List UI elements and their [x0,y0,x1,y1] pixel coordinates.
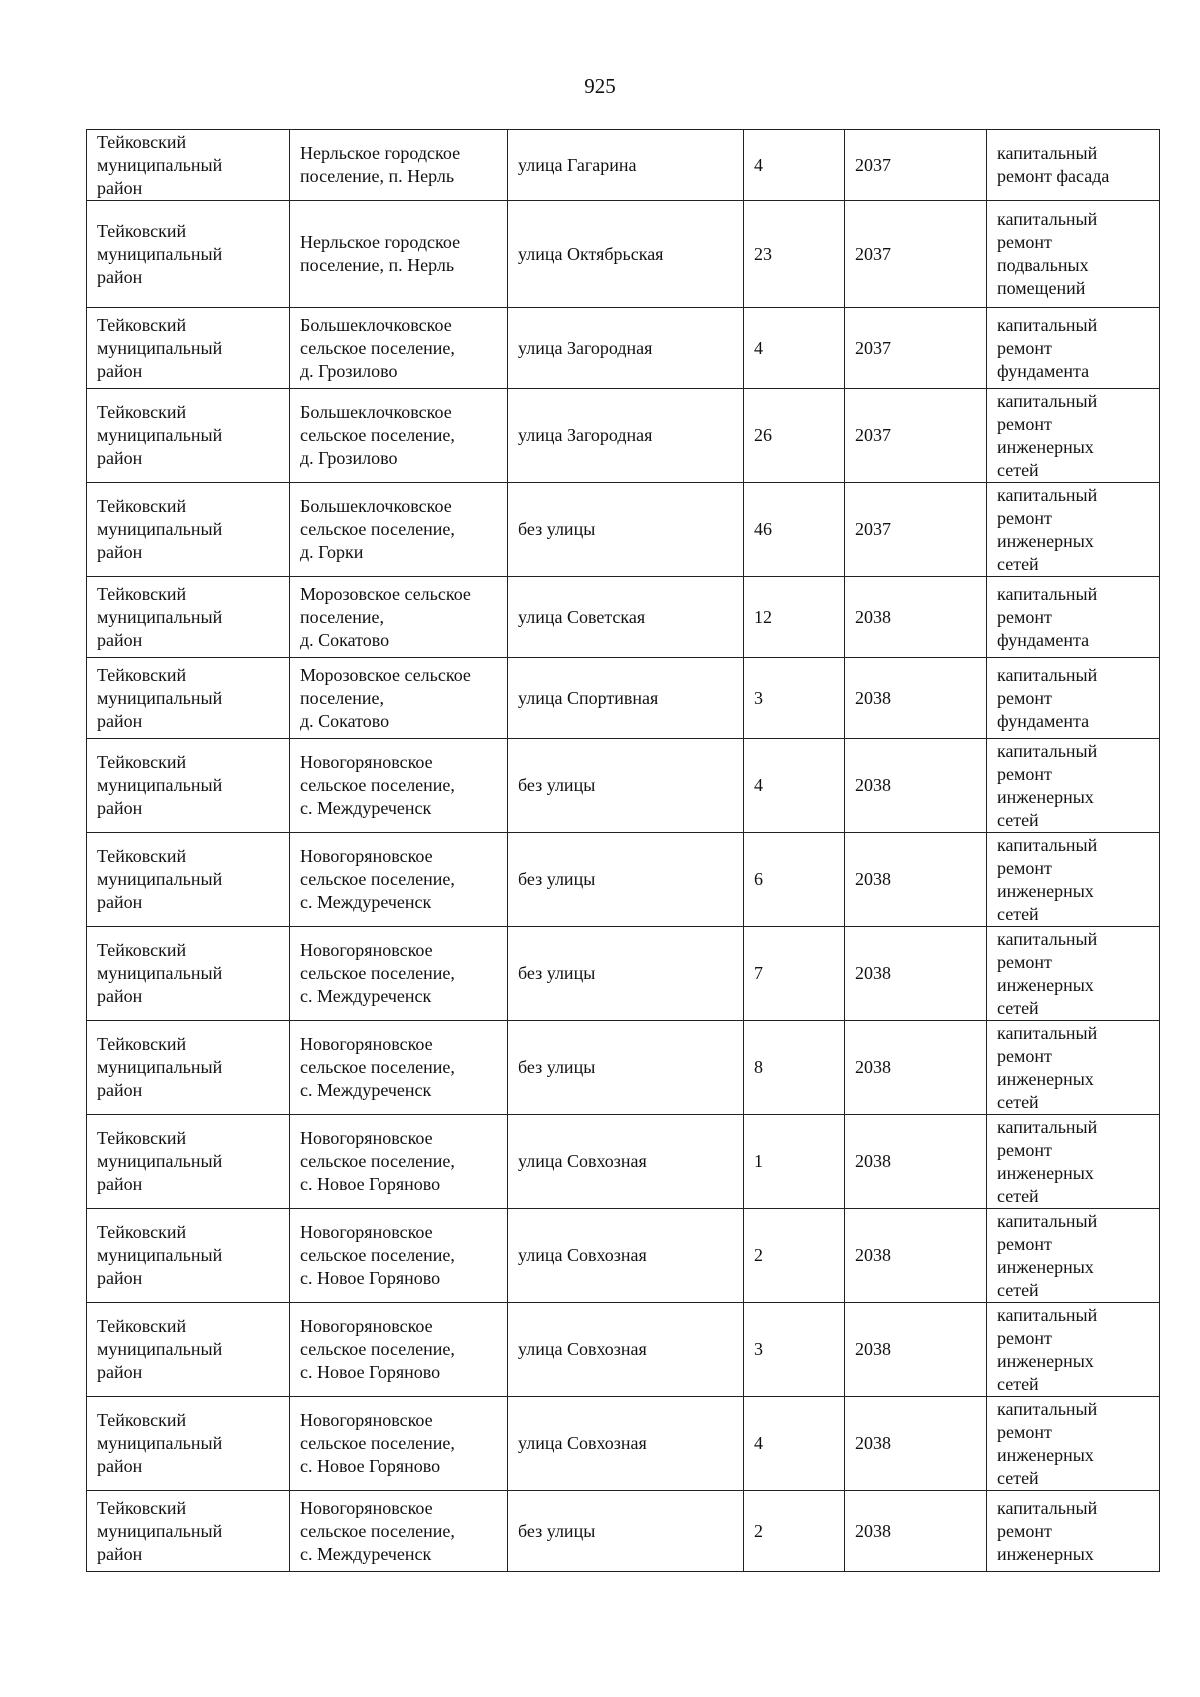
cell-work-type-line: ремонт [997,1139,1052,1160]
cell-work-type-line: капитальный [997,834,1098,855]
cell-settlement [290,130,508,201]
cell-year: 2038 [845,1209,987,1303]
cell-year: 2037 [845,308,987,389]
cell-settlement-line: сельское поселение, [300,1057,455,1077]
cell-work-type [987,201,1160,308]
cell-district [87,1209,290,1303]
cell-work-type-line: ремонт [997,413,1052,434]
cell-settlement-line: сельское поселение, [300,869,455,889]
cell-district-line: муниципальный [97,1520,223,1541]
cell-work-type [987,577,1160,658]
table-row [87,308,1160,389]
cell-settlement [290,1491,508,1572]
cell-settlement-line: д. Сокатово [300,629,390,650]
cell-street: улица Совхозная [508,1397,744,1491]
cell-work-type-line: ремонт [997,1233,1052,1254]
cell-district [87,1021,290,1115]
cell-district [87,389,290,483]
cell-district-line: Тейковский [97,131,187,152]
cell-street: без улицы [508,1491,744,1572]
cell-house-number: 3 [744,658,845,739]
cell-work-type-line: капитальный [997,390,1098,411]
cell-work-type-line: инженерных [997,436,1094,457]
cell-district-line: район [97,986,143,1006]
cell-work-type [987,1209,1160,1303]
cell-work-type-line: капитальный [997,1022,1098,1043]
cell-district-line: район [97,360,143,381]
cell-work-type-line: инженерных [997,1444,1094,1465]
cell-settlement-line: с. Новое Горяново [300,1456,441,1476]
cell-district [87,201,290,308]
cell-street: улица Спортивная [508,658,744,739]
cell-district [87,1303,290,1397]
cell-year: 2038 [845,1491,987,1572]
cell-district-line: муниципальный [97,1339,223,1359]
cell-district-line: район [97,1362,143,1382]
cell-settlement-line: д. Горки [300,542,364,562]
cell-street: улица Советская [508,577,744,658]
cell-settlement [290,1303,508,1397]
cell-settlement-line: сельское поселение, [300,1339,455,1359]
cell-district [87,1491,290,1572]
cell-district-line: район [97,448,143,468]
cell-settlement-line: сельское поселение, [300,1520,455,1541]
cell-work-type-line: фундамента [997,629,1090,650]
table-row [87,739,1160,833]
cell-work-type [987,1491,1160,1572]
cell-settlement-line: Новогоряновское [300,1128,433,1148]
cell-district-line: Тейковский [97,846,187,866]
cell-settlement-line: поселение, п. Нерль [300,166,455,186]
cell-work-type-line: сетей [997,1467,1039,1488]
cell-work-type [987,739,1160,833]
table-row [87,1397,1160,1491]
cell-work-type-line: сетей [997,809,1039,830]
cell-district [87,1115,290,1209]
cell-work-type [987,927,1160,1021]
table-row [87,658,1160,739]
cell-district-line: муниципальный [97,154,223,175]
cell-house-number: 12 [744,577,845,658]
cell-settlement [290,739,508,833]
cell-year: 2038 [845,927,987,1021]
cell-year: 2038 [845,1397,987,1491]
cell-work-type-line: капитальный [997,1210,1098,1231]
cell-house-number: 1 [744,1115,845,1209]
cell-settlement-line: Морозовское сельское [300,583,471,604]
cell-work-type-line: инженерных [997,786,1094,807]
cell-settlement-line: Новогоряновское [300,1497,433,1518]
cell-district-line: район [97,892,143,912]
table-row [87,833,1160,927]
cell-settlement-line: Новогоряновское [300,846,433,866]
cell-settlement-line: Новогоряновское [300,1034,433,1054]
cell-street: без улицы [508,1021,744,1115]
cell-district-line: район [97,177,143,198]
cell-work-type-line: сетей [997,997,1039,1018]
cell-work-type-line: сетей [997,1091,1039,1112]
cell-district [87,739,290,833]
cell-street: улица Загородная [508,308,744,389]
cell-settlement-line: Нерльское городское [300,232,461,252]
cell-work-type-line: сетей [997,1373,1039,1394]
cell-settlement [290,483,508,577]
cell-settlement-line: д. Грозилово [300,448,398,468]
cell-settlement [290,389,508,483]
cell-district-line: район [97,1174,143,1194]
cell-settlement-line: с. Междуреченск [300,1543,432,1564]
cell-settlement [290,1115,508,1209]
cell-work-type-line: сетей [997,553,1039,574]
cell-settlement-line: д. Грозилово [300,360,398,381]
cell-district [87,658,290,739]
cell-district-line: муниципальный [97,963,223,983]
cell-house-number: 26 [744,389,845,483]
cell-work-type-line: сетей [997,1185,1039,1206]
cell-work-type-line: ремонт [997,1045,1052,1066]
cell-district-line: муниципальный [97,775,223,795]
cell-year: 2037 [845,201,987,308]
cell-district-line: район [97,1080,143,1100]
cell-settlement-line: сельское поселение, [300,425,455,445]
cell-house-number: 7 [744,927,845,1021]
cell-district-line: район [97,798,143,818]
cell-work-type [987,658,1160,739]
cell-street: без улицы [508,833,744,927]
cell-district-line: муниципальный [97,606,223,627]
cell-settlement-line: Нерльское городское [300,143,461,163]
cell-settlement [290,1021,508,1115]
cell-district-line: район [97,1456,143,1476]
cell-work-type-line: инженерных [997,1068,1094,1089]
cell-work-type-line: капитальный [997,740,1098,761]
cell-house-number: 23 [744,201,845,308]
cell-district-line: муниципальный [97,425,223,445]
cell-work-type-line: ремонт [997,857,1052,878]
cell-work-type [987,1115,1160,1209]
cell-work-type-line: капитальный [997,1116,1098,1137]
cell-district-line: Тейковский [97,1128,187,1148]
cell-street: улица Совхозная [508,1303,744,1397]
cell-work-type-line: ремонт [997,1421,1052,1442]
cell-settlement [290,1209,508,1303]
cell-district-line: муниципальный [97,1245,223,1265]
cell-settlement-line: с. Новое Горяново [300,1362,441,1382]
cell-district-line: район [97,1543,143,1564]
cell-work-type-line: ремонт [997,606,1052,627]
cell-district-line: район [97,266,143,287]
cell-work-type-line: ремонт [997,337,1052,358]
cell-district-line: Тейковский [97,664,187,685]
cell-house-number: 4 [744,308,845,389]
cell-work-type-line: инженерных [997,1162,1094,1183]
cell-district [87,927,290,1021]
cell-street: улица Загородная [508,389,744,483]
cell-settlement-line: Новогоряновское [300,1316,433,1336]
cell-settlement-line: Большеклочковское [300,314,452,335]
cell-house-number: 6 [744,833,845,927]
cell-street: улица Совхозная [508,1115,744,1209]
page-number: 925 [584,74,616,98]
cell-settlement-line: д. Сокатово [300,710,390,731]
cell-work-type-line: ремонт [997,763,1052,784]
cell-district-line: муниципальный [97,1151,223,1171]
table-row [87,201,1160,308]
cell-house-number: 3 [744,1303,845,1397]
cell-district-line: Тейковский [97,314,187,335]
cell-work-type-line: помещений [997,278,1086,298]
table-row [87,927,1160,1021]
cell-year: 2038 [845,833,987,927]
cell-district-line: муниципальный [97,687,223,708]
repair-schedule-table [86,129,1160,1572]
cell-district [87,483,290,577]
table-row [87,1209,1160,1303]
cell-settlement-line: Новогоряновское [300,1410,433,1430]
cell-district-line: Тейковский [97,940,187,960]
cell-work-type-line: инженерных [997,1256,1094,1277]
cell-work-type-line: ремонт [997,1520,1052,1541]
cell-settlement-line: поселение, [300,606,385,627]
cell-settlement-line: сельское поселение, [300,775,455,795]
cell-work-type-line: фундамента [997,360,1090,381]
cell-settlement [290,927,508,1021]
cell-year: 2038 [845,1115,987,1209]
cell-street: без улицы [508,483,744,577]
cell-work-type [987,308,1160,389]
cell-settlement [290,577,508,658]
cell-year: 2038 [845,658,987,739]
table-row [87,483,1160,577]
cell-district-line: Тейковский [97,583,187,604]
cell-work-type-line: сетей [997,1279,1039,1300]
cell-district-line: Тейковский [97,1222,187,1242]
cell-settlement-line: с. Междуреченск [300,892,432,912]
cell-work-type-line: капитальный [997,583,1098,604]
cell-street: улица Октябрьская [508,201,744,308]
cell-work-type [987,483,1160,577]
cell-district-line: муниципальный [97,1057,223,1077]
cell-work-type-line: инженерных [997,1350,1094,1371]
cell-district-line: муниципальный [97,1433,223,1453]
cell-work-type [987,1397,1160,1491]
cell-district-line: муниципальный [97,337,223,358]
cell-work-type-line: сетей [997,903,1039,924]
cell-work-type-line: ремонт [997,507,1052,528]
cell-district-line: район [97,542,143,562]
cell-year: 2038 [845,1021,987,1115]
cell-district [87,308,290,389]
cell-district-line: район [97,1268,143,1288]
cell-settlement [290,1397,508,1491]
cell-house-number: 4 [744,739,845,833]
cell-settlement-line: сельское поселение, [300,519,455,539]
cell-district-line: муниципальный [97,243,223,264]
cell-work-type-line: инженерных [997,880,1094,901]
cell-district [87,833,290,927]
cell-settlement-line: с. Междуреченск [300,986,432,1006]
cell-street: улица Совхозная [508,1209,744,1303]
cell-district-line: Тейковский [97,1034,187,1054]
cell-work-type-line: ремонт [997,232,1052,252]
cell-settlement-line: Новогоряновское [300,940,433,960]
cell-district-line: район [97,629,143,650]
cell-work-type-line: капитальный [997,928,1098,949]
cell-settlement-line: Морозовское сельское [300,664,471,685]
cell-settlement-line: сельское поселение, [300,963,455,983]
table-row [87,1303,1160,1397]
cell-work-type-line: сетей [997,459,1039,480]
cell-house-number: 2 [744,1491,845,1572]
cell-house-number: 4 [744,1397,845,1491]
cell-street: без улицы [508,927,744,1021]
cell-district-line: Тейковский [97,1410,187,1430]
cell-settlement-line: Новогоряновское [300,752,433,772]
cell-work-type-line: инженерных [997,974,1094,995]
cell-settlement-line: поселение, п. Нерль [300,255,455,275]
cell-settlement-line: поселение, [300,687,385,708]
cell-year: 2037 [845,130,987,201]
cell-work-type-line: фундамента [997,710,1090,731]
cell-settlement-line: с. Междуреченск [300,1080,432,1100]
cell-work-type [987,389,1160,483]
table-row [87,577,1160,658]
cell-work-type-line: инженерных [997,1543,1094,1564]
cell-year: 2038 [845,739,987,833]
cell-year: 2037 [845,483,987,577]
cell-settlement [290,308,508,389]
table-row [87,1491,1160,1572]
cell-street: улица Гагарина [508,130,744,201]
cell-house-number: 8 [744,1021,845,1115]
table-row [87,389,1160,483]
cell-settlement-line: Новогоряновское [300,1222,433,1242]
cell-district [87,130,290,201]
cell-work-type-line: инженерных [997,530,1094,551]
cell-year: 2038 [845,577,987,658]
cell-settlement [290,833,508,927]
cell-district-line: район [97,710,143,731]
cell-district-line: Тейковский [97,752,187,772]
cell-district-line: муниципальный [97,519,223,539]
cell-work-type [987,1021,1160,1115]
cell-street: без улицы [508,739,744,833]
cell-district-line: Тейковский [97,402,187,422]
cell-district-line: Тейковский [97,496,187,516]
cell-work-type-line: ремонт [997,1327,1052,1348]
cell-work-type-line: капитальный [997,143,1098,163]
cell-work-type-line: капитальный [997,1304,1098,1325]
cell-work-type-line: капитальный [997,664,1098,685]
cell-settlement [290,658,508,739]
cell-settlement-line: с. Новое Горяново [300,1174,441,1194]
cell-work-type-line: капитальный [997,209,1098,229]
table-row [87,1115,1160,1209]
cell-work-type-line: подвальных [997,255,1089,275]
cell-settlement-line: сельское поселение, [300,1151,455,1171]
table-body [87,130,1160,1572]
cell-settlement-line: с. Междуреченск [300,798,432,818]
cell-house-number: 4 [744,130,845,201]
cell-house-number: 46 [744,483,845,577]
cell-house-number: 2 [744,1209,845,1303]
cell-work-type-line: капитальный [997,1497,1098,1518]
cell-district-line: Тейковский [97,1497,187,1518]
cell-district [87,577,290,658]
cell-work-type-line: ремонт [997,687,1052,708]
cell-settlement-line: Большеклочковское [300,402,452,422]
cell-district-line: Тейковский [97,220,187,241]
cell-work-type [987,833,1160,927]
table-row [87,1021,1160,1115]
cell-year: 2037 [845,389,987,483]
cell-settlement-line: сельское поселение, [300,337,455,358]
cell-settlement-line: сельское поселение, [300,1245,455,1265]
cell-year: 2038 [845,1303,987,1397]
cell-district-line: Тейковский [97,1316,187,1336]
cell-district [87,1397,290,1491]
cell-work-type [987,130,1160,201]
cell-settlement-line: с. Новое Горяново [300,1268,441,1288]
cell-settlement [290,201,508,308]
cell-work-type-line: капитальный [997,314,1098,335]
cell-work-type-line: капитальный [997,1398,1098,1419]
cell-work-type-line: ремонт [997,951,1052,972]
table-row [87,130,1160,201]
cell-work-type-line: ремонт фасада [997,166,1110,186]
cell-settlement-line: сельское поселение, [300,1433,455,1453]
cell-work-type-line: капитальный [997,484,1098,505]
cell-district-line: муниципальный [97,869,223,889]
cell-settlement-line: Большеклочковское [300,496,452,516]
cell-work-type [987,1303,1160,1397]
